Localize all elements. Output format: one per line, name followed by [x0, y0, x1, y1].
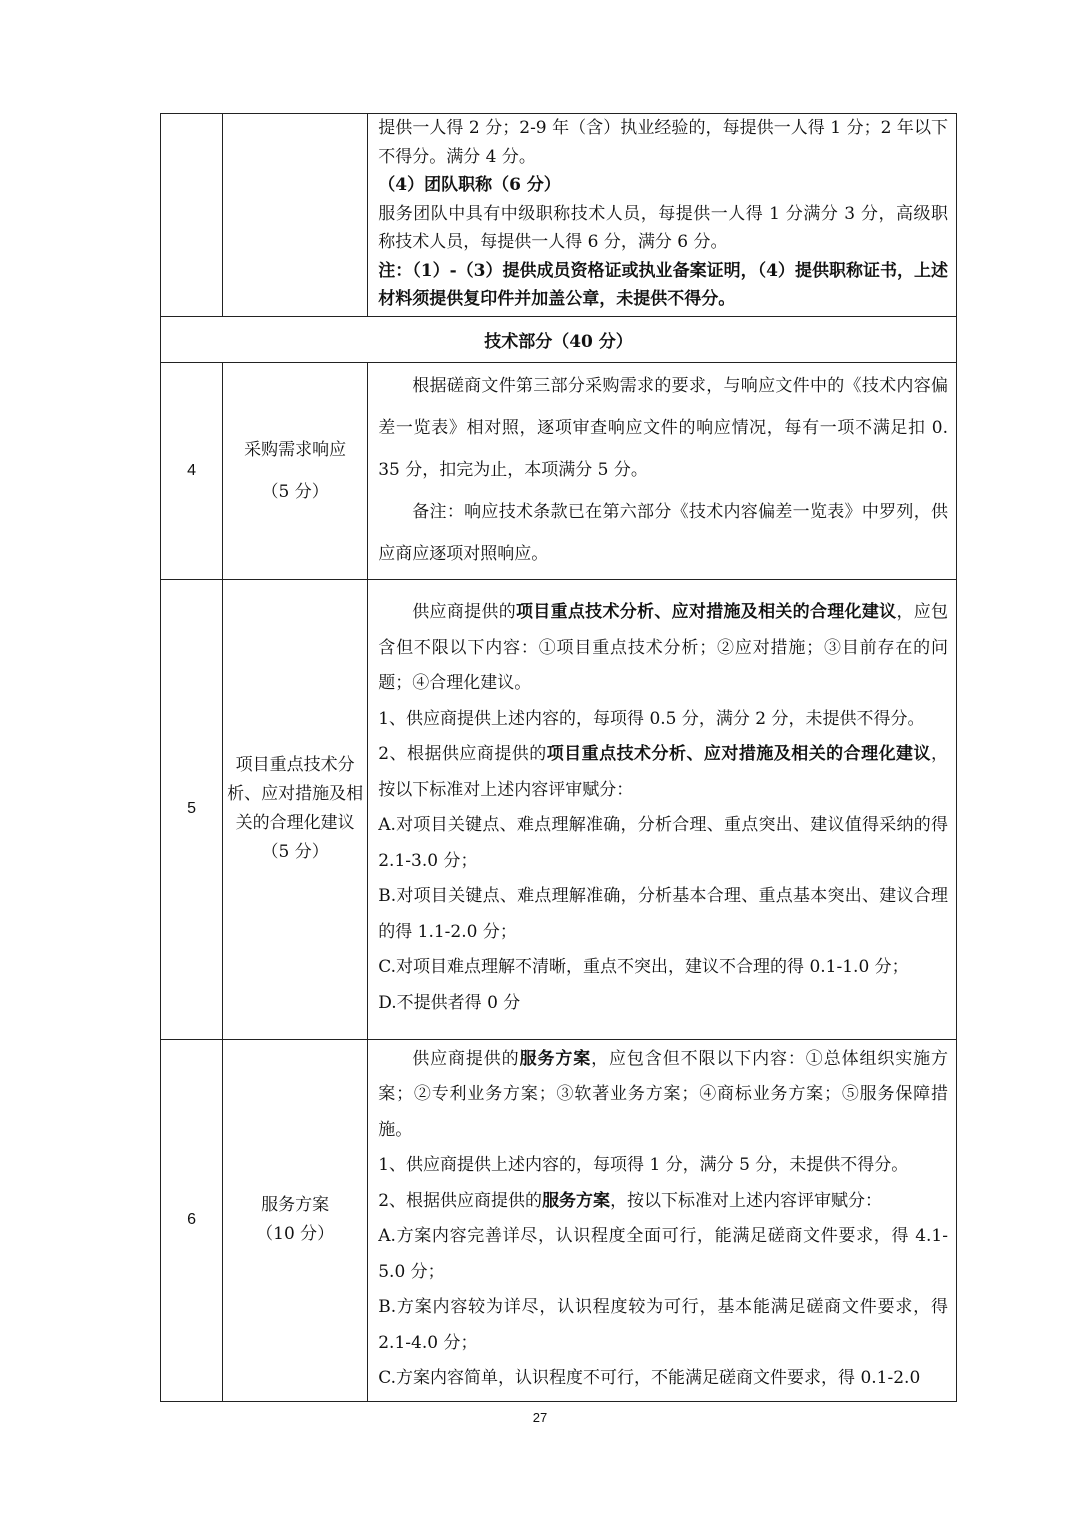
criteria-grade-c: C.方案内容简单，认识程度不可行，不能满足磋商文件要求，得 0.1-2.0 [378, 1368, 921, 1388]
intro-prefix: 供应商提供的 [412, 602, 516, 622]
item-score: （5 分） [261, 481, 329, 502]
criteria-cell [368, 1039, 957, 1401]
row-number-cell [161, 114, 223, 317]
section-row [161, 316, 957, 362]
criteria-intro [378, 1042, 948, 1149]
criteria-grade-d: D.不提供者得 0 分 [378, 992, 521, 1013]
item-name-cell [223, 114, 368, 317]
criteria-note: 备注：响应技术条款已在第六部分《技术内容偏差一览表》中罗列，供应商应逐项对照响应。 [378, 501, 948, 564]
row-number: 4 [161, 362, 223, 579]
item2-bold: 服务方案 [542, 1190, 611, 1211]
item-name: 服务方案 [261, 1195, 330, 1215]
item-name: 项目重点技术分析、应对措施及相关的合理化建议 [227, 755, 364, 833]
criteria-intro [378, 595, 948, 702]
criteria-grade-b: B.对项目关键点、难点理解准确，分析基本合理、重点基本突出、建议合理的得 1.1-2.0 分； [378, 886, 948, 942]
intro-suffix: ，应包含但不限以下内容：①总体组织实施方案；②专利业务方案；③软著业务方案；④商标业务方案；⑤服务保障措施。 [378, 1048, 949, 1140]
item-name-cell [223, 362, 368, 579]
item-score: （5 分） [261, 842, 329, 862]
item-name-cell [223, 1039, 368, 1401]
criteria-subheading: （4）团队职称（6 分） [378, 175, 561, 195]
intro-bold: 项目重点技术分析、应对措施及相关的合理化建议 [516, 602, 897, 622]
table-row [161, 579, 957, 1039]
row-number: 6 [161, 1039, 223, 1401]
criteria-item-1: 1、供应商提供上述内容的，每项得 0.5 分，满分 2 分，未提供不得分。 [378, 708, 925, 729]
table-row [161, 362, 957, 579]
criteria-text: 提供一人得 2 分；2-9 年（含）执业经验的，每提供一人得 1 分；2 年以下不得分。满分 4 分。 [378, 118, 948, 167]
intro-prefix: 供应商提供的 [412, 1048, 520, 1069]
row-number: 5 [161, 579, 223, 1039]
intro-suffix: ，应包含但不限以下内容：①项目重点技术分析；②应对措施；③目前存在的问题；④合理化建议。 [378, 602, 949, 693]
criteria-note: 注：（1）-（3）提供成员资格证或执业备案证明，（4）提供职称证书，上述材料须提供复印件并加盖公章，未提供不得分。 [378, 260, 948, 309]
criteria-text: 服务团队中具有中级职称技术人员，每提供一人得 1 分满分 3 分，高级职称技术人员，每提供一人得 6 分，满分 6 分。 [378, 203, 948, 252]
item-score: （10 分） [256, 1224, 335, 1244]
criteria-grade-c: C.对项目难点理解不清晰，重点不突出，建议不合理的得 0.1-1.0 分； [378, 957, 909, 977]
table-row [161, 114, 957, 317]
table-row [161, 1039, 957, 1401]
scoring-table [160, 113, 957, 1402]
criteria-item-2 [378, 1184, 948, 1220]
criteria-cell [368, 114, 957, 317]
criteria-grade-b: B.方案内容较为详尽，认识程度较为可行，基本能满足磋商文件要求，得 2.1-4.0 分； [378, 1297, 948, 1353]
item2-prefix: 2、根据供应商提供的 [378, 1190, 543, 1211]
item2-suffix: ，按以下标准对上述内容评审赋分： [610, 1190, 883, 1211]
criteria-grade-a: A.对项目关键点、难点理解准确，分析合理、重点突出、建议值得采纳的得 2.1-3.0 分； [378, 815, 948, 871]
intro-bold: 服务方案 [519, 1048, 592, 1069]
criteria-item-2 [378, 737, 948, 808]
criteria-cell [368, 362, 957, 579]
item-name-cell [223, 579, 368, 1039]
criteria-grade-a: A.方案内容完善详尽，认识程度全面可行，能满足磋商文件要求，得 4.1-5.0 分； [378, 1226, 948, 1282]
criteria-item-1: 1、供应商提供上述内容的，每项得 1 分，满分 5 分，未提供不得分。 [378, 1155, 909, 1175]
item2-bold: 项目重点技术分析、应对措施及相关的合理化建议 [546, 744, 931, 764]
section-title: 技术部分（40 分） [161, 316, 957, 362]
criteria-cell [368, 579, 957, 1039]
item2-prefix: 2、根据供应商提供的 [378, 744, 547, 764]
item-name: 采购需求响应 [244, 439, 347, 460]
page-number: 27 [532, 1410, 548, 1425]
item2-suffix: ，按以下标准对上述内容评审赋分： [378, 744, 948, 800]
criteria-text: 根据磋商文件第三部分采购需求的要求，与响应文件中的《技术内容偏差一览表》相对照，逐项审查响应文件的响应情况，每有一项不满足扣 0. 35 分，扣完为止，本项满分 5 分。 [378, 375, 948, 480]
